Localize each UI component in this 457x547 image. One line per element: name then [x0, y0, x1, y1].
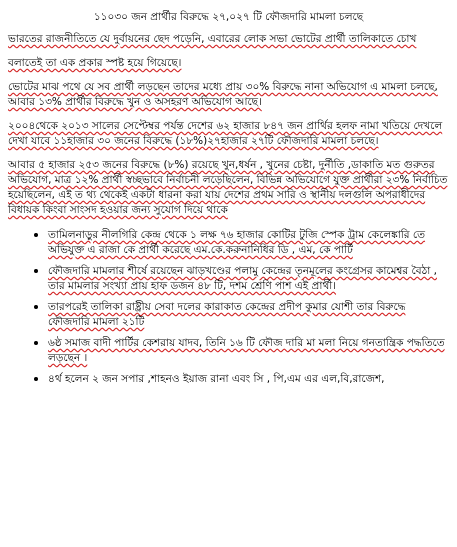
- bullet-list: [8, 227, 449, 387]
- bullet-item-3: • তারপরেই তালিকা রাষ্ট্রীয় সেবা দলের কারাকাত কেন্দ্রের প্রদীপ কুমার যোশী তার বিরুদ্ধে ফৌজদারি মামলা ২১টি: [48, 299, 449, 330]
- paragraph-4: ২০০৪থেকে ২০১৩ সালের সেপ্টেম্বর পর্যন্ত দেশের ৬২ হাজার ৮৪৭ জন প্রার্থির হলফ নামা খতিয়ে দেখলে দেখা যাবে ১১হাজার ৩০ জনের বিরুদ্ধে (১৮%)২৭হাজার ২৭টি ফৌজদারি মামলা চলছে।: [8, 120, 443, 147]
- bullet-item-4: • ৬ষ্ঠ সমাজ বাদী পার্টির কেশরায় যাদব, তিনি ১৬ টি ফৌজ দারি মা মলা নিয়ে গনতান্ত্রিক পদ্ধতিতে লড়ছেন ।: [48, 335, 449, 366]
- bullet-item-1: • তামিলনাড়ুর নীলগিরি কেন্দ্র থেকে ১ লক্ষ ৭৬ হাজার কোটির টুজি স্পেক ট্রাম কেলেঙ্কারি তে অভিযুক্ত এ রাজা কে প্রার্থী করেছে এম.কে.করুনানিধির ডি , এম, কে পার্টি: [48, 227, 449, 258]
- paragraph-3: ভোটের মাঝ পথে যে সব প্রার্থী লড়ছেন তাদের মধ্যে প্রায় ৩০% বিরুদ্ধে নানা অভিযোগ এ মামলা চলছে, আবার ১৩% প্রার্থীর বিরুদ্ধে খুন ও অসহরণ অভিযোগ আছে।: [8, 81, 438, 108]
- document-title: ১১০৩০ জন প্রার্থীর বিরুদ্ধে ২৭,০২৭ টি ফৌজদারি মামলা চলছে: [93, 11, 364, 23]
- bullet-item-5: • ৪র্থ হলেন ২ জন সপার ,শাহনও ইয়াজ রানা এবং সি , পি,এম এর এল,বি,রাজেশ,: [48, 371, 449, 387]
- bullet-item-2: • ফৌজদারি মামলার শীর্ষে রয়েছেন ঝাড়খণ্ডের পলামু কেন্দ্রের তৃনমূলের কংগ্রেসর কামেশ্বর বৈঠা , তার মামলার সংখ্যা প্রায় হাফ ডজন ৪৮ টি, দশম শ্রেণি পাশ এই প্রার্থী।: [48, 263, 449, 294]
- paragraph-1: ভারতের রাজনীতিতে যে দুর্বায়নের ছেদ পড়েনি, এবারের লোক সভা ভোটের প্রার্থী তালিকাতে চোখ: [8, 33, 417, 45]
- paragraph-5: আবার ৫ হাজার ২৫৩ জনের বিরুদ্ধে (৮%) রয়েছে খুন,ধর্ষন , খুনের চেষ্টা, দুর্নীতি ,ডাকাতি মত গুরুতর অভিযোগ, মাত্র ১২% প্রার্থী স্বচ্ছভাবে নির্বাচনী লড়েছিলেন, বিভিন্ন অভিযোগে যুক্ত প্রার্থীরা ২৩% নির্বাচিত হয়েছিলেন, এই ত থ্য থেকেই একটা ধারনা করা যায় দেশের প্রথম সারি ও স্থানীয় দলগুলি অপরাধীদের বিধায়ক কিংবা সাংসদ হওয়ার জন্য সুযোগ দিয়ে থাকে: [8, 159, 448, 216]
- paragraph-2: বলাতেই তা এক প্রকার স্পষ্ট হয়ে গিয়েছে।: [8, 57, 182, 69]
